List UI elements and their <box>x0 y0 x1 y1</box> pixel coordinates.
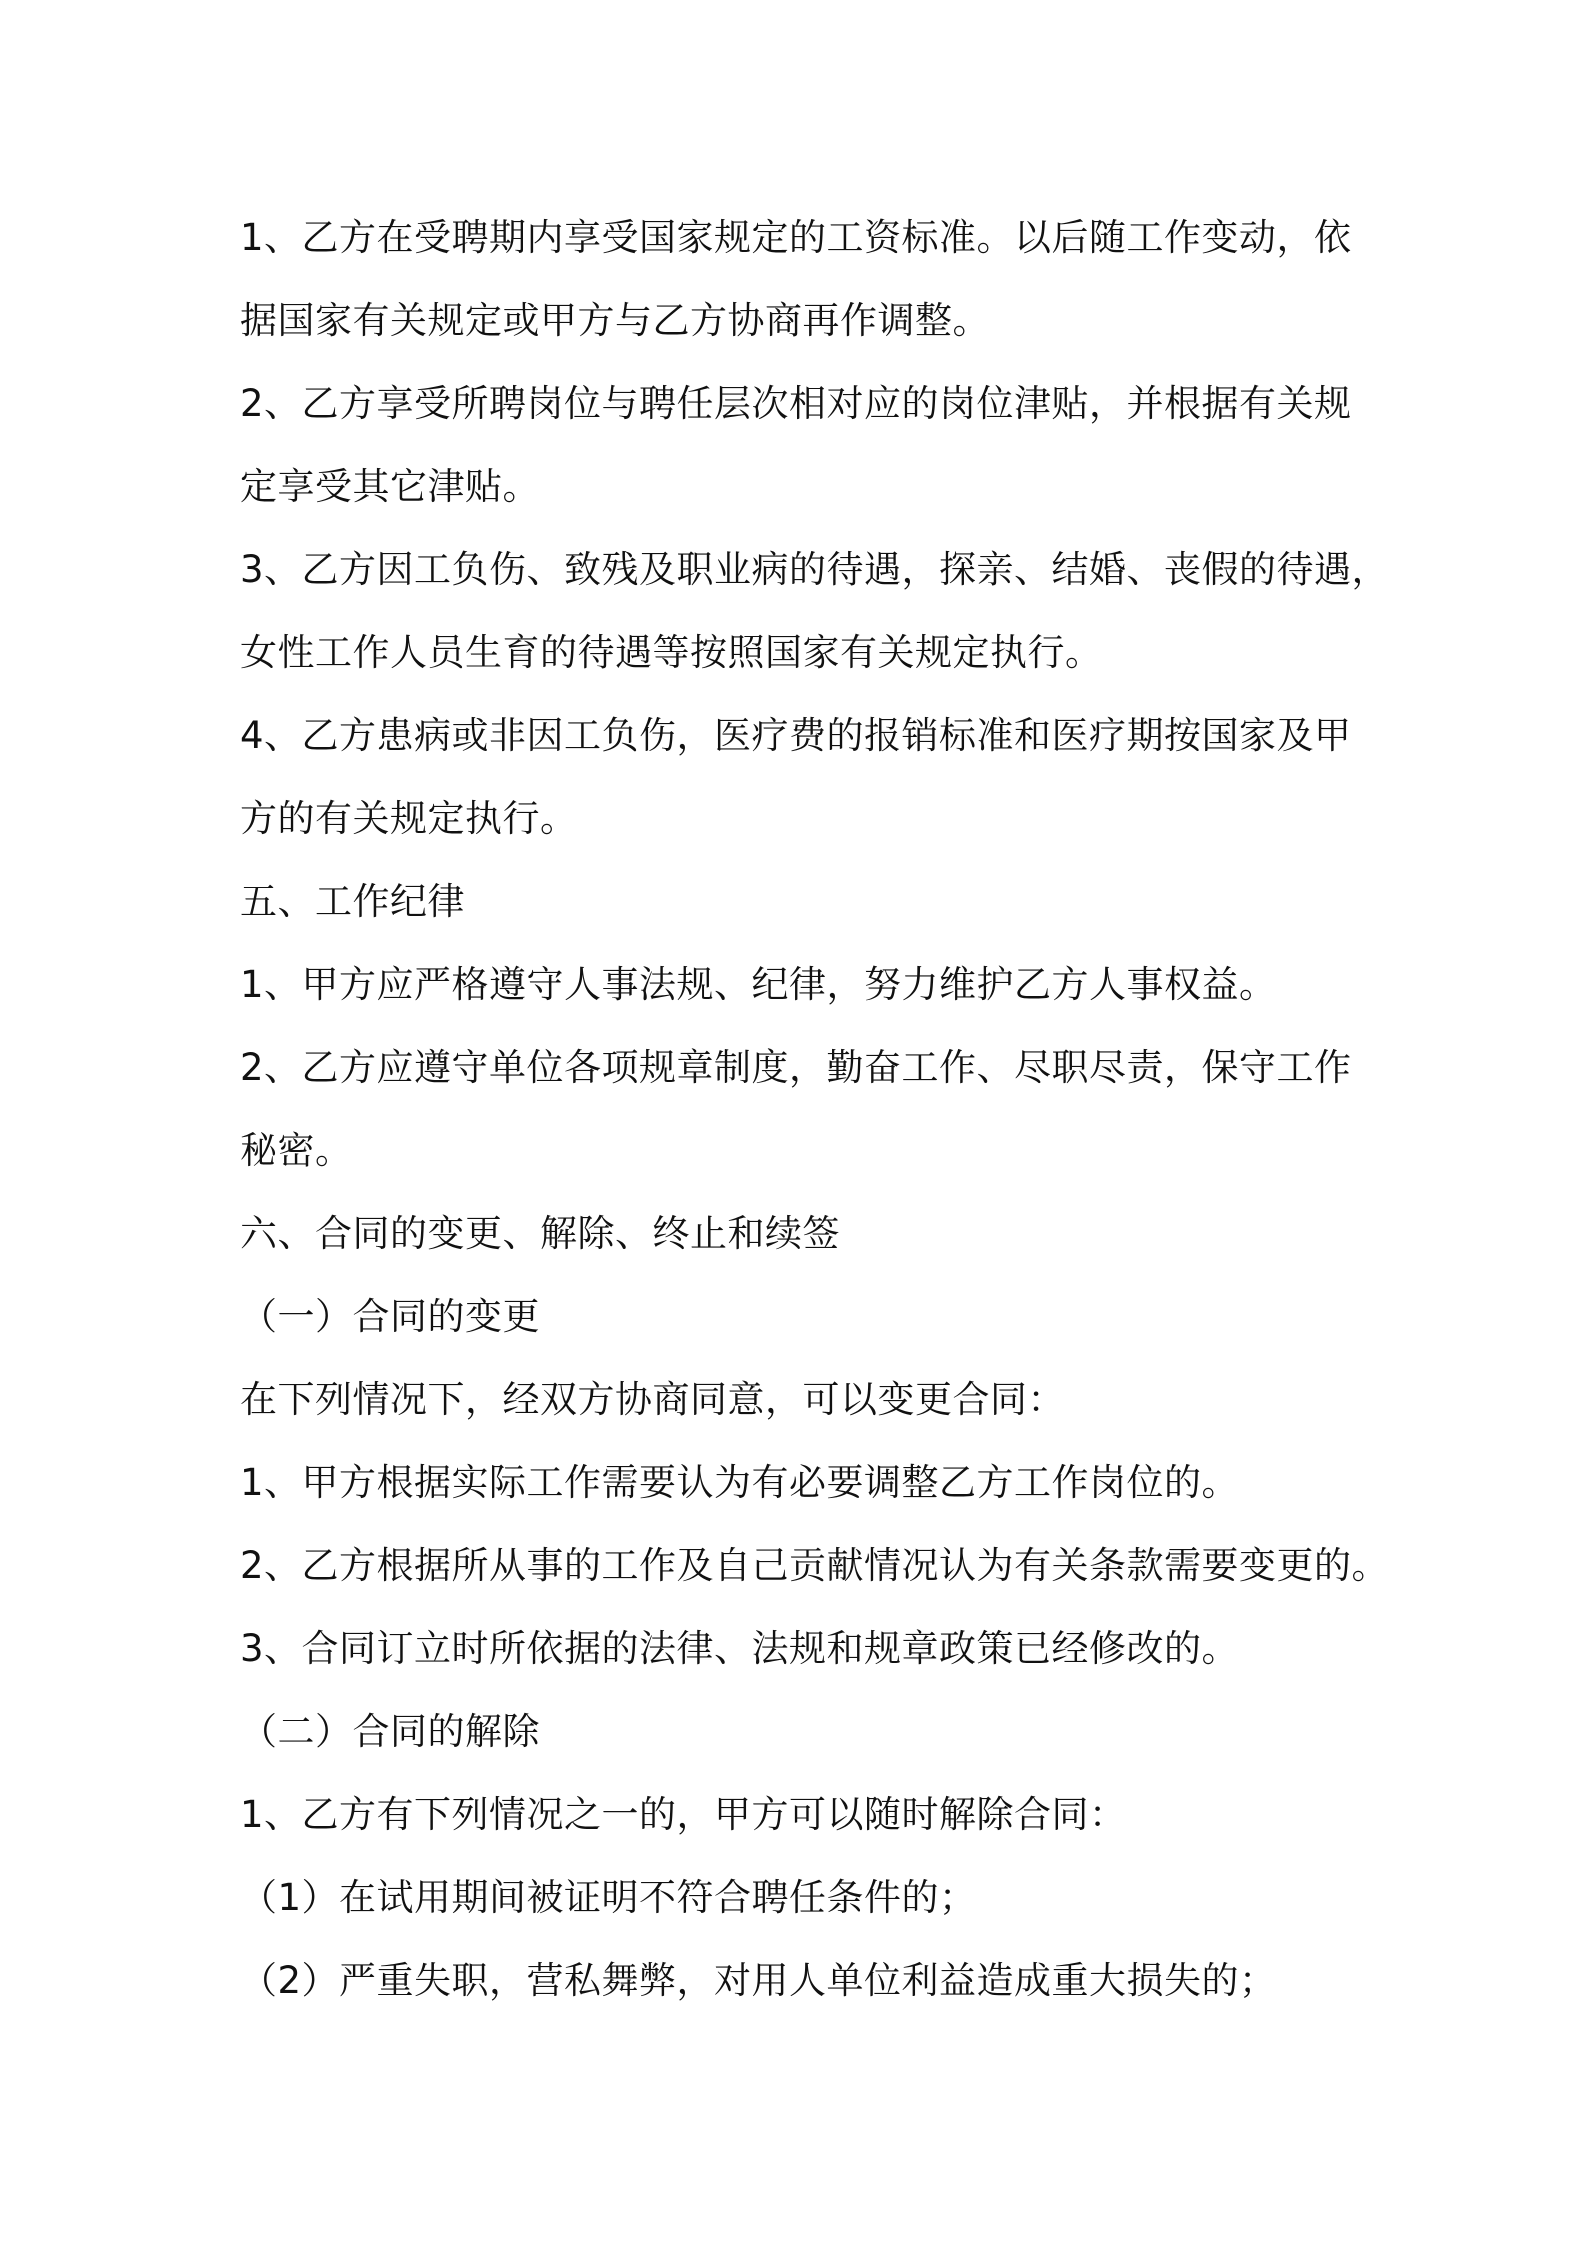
text-line: 定享受其它津贴。 <box>240 465 540 508</box>
subsection-heading: （二）合同的解除 <box>240 1710 540 1753</box>
section-heading: 六、合同的变更、解除、终止和续签 <box>240 1212 840 1255</box>
text-line: 方的有关规定执行。 <box>240 797 578 840</box>
text-line: 3、乙方因工负伤、致残及职业病的待遇，探亲、结婚、丧假的待遇， <box>240 548 1390 591</box>
text-line: 1、甲方根据实际工作需要认为有必要调整乙方工作岗位的。 <box>240 1461 1240 1504</box>
section-heading: 五、工作纪律 <box>240 880 465 923</box>
text-line: 4、乙方患病或非因工负伤，医疗费的报销标准和医疗期按国家及甲 <box>240 714 1352 757</box>
text-line: 3、合同订立时所依据的法律、法规和规章政策已经修改的。 <box>240 1627 1240 1670</box>
text-line: 1、乙方在受聘期内享受国家规定的工资标准。以后随工作变动，依 <box>240 216 1352 259</box>
document-body <box>240 196 1390 2022</box>
subsection-heading: （一）合同的变更 <box>240 1295 540 1338</box>
text-line: 在下列情况下，经双方协商同意，可以变更合同： <box>240 1378 1065 1421</box>
text-line: （2）严重失职，营私舞弊，对用人单位利益造成重大损失的； <box>240 1959 1277 2002</box>
text-line: 据国家有关规定或甲方与乙方协商再作调整。 <box>240 299 990 342</box>
text-line: 秘密。 <box>240 1129 353 1172</box>
text-line: 2、乙方应遵守单位各项规章制度，勤奋工作、尽职尽责，保守工作 <box>240 1046 1352 1089</box>
text-line: 女性工作人员生育的待遇等按照国家有关规定执行。 <box>240 631 1103 674</box>
text-line: 2、乙方根据所从事的工作及自己贡献情况认为有关条款需要变更的。 <box>240 1544 1390 1587</box>
text-line: （1）在试用期间被证明不符合聘任条件的； <box>240 1876 977 1919</box>
text-line: 2、乙方享受所聘岗位与聘任层次相对应的岗位津贴，并根据有关规 <box>240 382 1352 425</box>
text-line: 1、乙方有下列情况之一的，甲方可以随时解除合同： <box>240 1793 1127 1836</box>
text-line: 1、甲方应严格遵守人事法规、纪律，努力维护乙方人事权益。 <box>240 963 1277 1006</box>
